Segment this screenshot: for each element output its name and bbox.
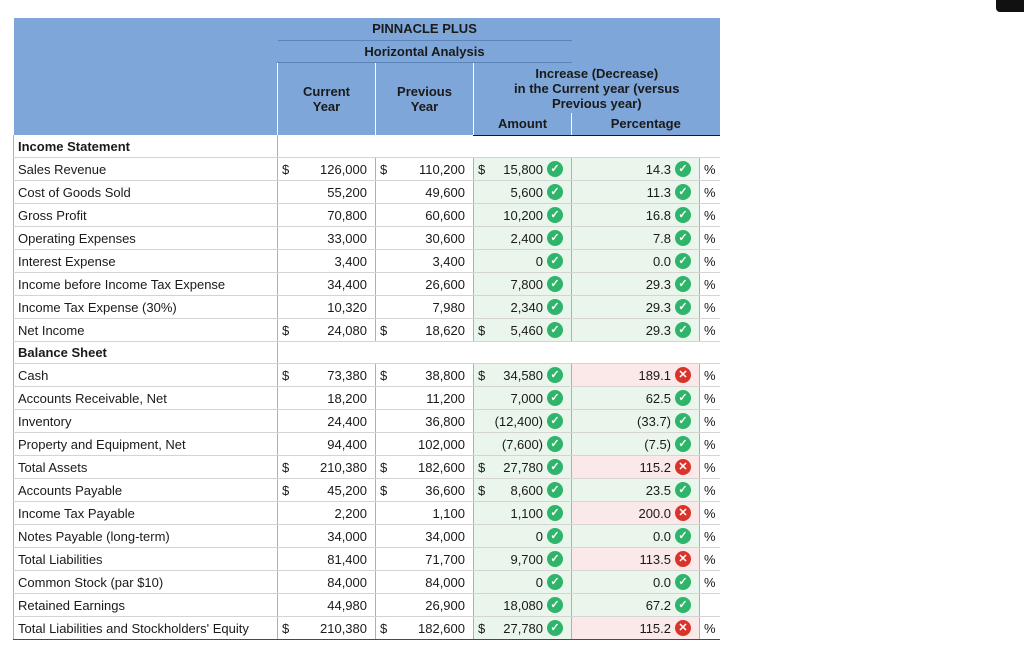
percent-sign: % [700,204,720,227]
amount-dollar-sign [474,410,492,433]
percent-sign: % [700,158,720,181]
percentage-input[interactable] [572,296,700,319]
percent-sign: % [700,479,720,502]
table-row [14,204,720,227]
percentage-input[interactable] [572,364,700,387]
current-dollar-sign [278,571,296,594]
check-icon: ✓ [547,322,563,338]
amount-input[interactable] [492,410,572,433]
table-row [14,594,720,617]
amount-value[interactable]: 18,080 [503,597,544,613]
check-icon: ✓ [547,230,563,246]
section-filler [278,342,720,364]
amount-dollar-sign [474,227,492,250]
amount-value[interactable]: 1,100 [510,505,544,521]
amount-input[interactable] [492,181,572,204]
section-heading: Income Statement [14,135,278,157]
current-year-value: 126,000 [296,158,376,181]
amount-value[interactable]: (7,600) [501,436,544,452]
check-icon: ✓ [547,276,563,292]
current-year-value: 34,400 [296,273,376,296]
percentage-value[interactable]: 23.5 [645,482,672,498]
current-dollar-sign: $ [278,617,296,640]
amount-dollar-sign: $ [474,364,492,387]
check-icon: ✓ [547,299,563,315]
x-icon: ✕ [675,505,691,521]
x-icon: ✕ [675,367,691,383]
current-year-value: 3,400 [296,250,376,273]
percentage-value[interactable]: 67.2 [645,597,672,613]
amount-value[interactable]: 15,800 [503,161,544,177]
row-label: Operating Expenses [14,227,278,250]
amount-dollar-sign [474,433,492,456]
amount-input[interactable] [492,250,572,273]
row-label: Notes Payable (long-term) [14,525,278,548]
row-label: Income Tax Expense (30%) [14,296,278,319]
percentage-input[interactable] [572,548,700,571]
current-dollar-sign [278,296,296,319]
percentage-input[interactable] [572,250,700,273]
amount-value[interactable]: 5,600 [510,184,544,200]
amount-dollar-sign [474,594,492,617]
amount-value[interactable]: 34,580 [503,367,544,383]
percentage-value[interactable]: 14.3 [645,161,672,177]
check-icon: ✓ [547,367,563,383]
previous-dollar-sign [376,204,394,227]
previous-year-value: 84,000 [394,571,474,594]
amount-input[interactable] [492,227,572,250]
percentage-input[interactable] [572,204,700,227]
row-label: Accounts Receivable, Net [14,387,278,410]
amount-value[interactable]: 27,780 [503,620,544,636]
percentage-input[interactable] [572,456,700,479]
percentage-input[interactable] [572,158,700,181]
row-label: Total Liabilities and Stockholders' Equity [14,617,278,640]
current-dollar-sign [278,250,296,273]
current-year-value: 18,200 [296,387,376,410]
amount-value[interactable]: 7,000 [510,390,544,406]
amount-value[interactable]: 0 [535,253,544,269]
percent-sign: % [700,387,720,410]
previous-dollar-sign [376,502,394,525]
check-icon: ✓ [547,505,563,521]
amount-dollar-sign [474,525,492,548]
check-icon: ✓ [675,574,691,590]
previous-year-value: 60,600 [394,204,474,227]
row-label: Cash [14,364,278,387]
check-icon: ✓ [547,482,563,498]
percentage-value[interactable]: 29.3 [645,299,672,315]
amount-input[interactable] [492,158,572,181]
current-dollar-sign [278,181,296,204]
amount-input[interactable] [492,456,572,479]
percentage-value[interactable]: 189.1 [638,367,672,383]
amount-dollar-sign [474,548,492,571]
row-label: Retained Earnings [14,594,278,617]
current-dollar-sign [278,594,296,617]
amount-input[interactable] [492,364,572,387]
row-label: Gross Profit [14,204,278,227]
row-label: Income Tax Payable [14,502,278,525]
previous-dollar-sign: $ [376,456,394,479]
previous-dollar-sign: $ [376,158,394,181]
previous-year-value: 49,600 [394,181,474,204]
previous-dollar-sign: $ [376,479,394,502]
check-icon: ✓ [675,482,691,498]
table-row [14,525,720,548]
amount-dollar-sign: $ [474,617,492,640]
current-year-value: 10,320 [296,296,376,319]
check-icon: ✓ [547,390,563,406]
table-row [14,364,720,387]
row-label: Accounts Payable [14,479,278,502]
percentage-input[interactable] [572,387,700,410]
row-label: Total Assets [14,456,278,479]
previous-dollar-sign [376,410,394,433]
check-icon: ✓ [675,184,691,200]
current-dollar-sign [278,502,296,525]
amount-value[interactable]: (12,400) [494,413,544,429]
current-year-value: 210,380 [296,456,376,479]
current-year-value: 73,380 [296,364,376,387]
check-icon: ✓ [547,528,563,544]
percentage-input[interactable] [572,181,700,204]
percent-sign: % [700,227,720,250]
percent-sign: % [700,364,720,387]
percent-sign: % [700,319,720,342]
section-filler [278,135,720,157]
amount-input[interactable] [492,617,572,640]
amount-dollar-sign [474,296,492,319]
amount-input[interactable] [492,594,572,617]
amount-dollar-sign: $ [474,158,492,181]
x-icon: ✕ [675,620,691,636]
amount-input[interactable] [492,387,572,410]
percent-sign: % [700,296,720,319]
check-icon: ✓ [547,459,563,475]
current-year-value: 44,980 [296,594,376,617]
amount-dollar-sign: $ [474,319,492,342]
previous-year-value: 36,600 [394,479,474,502]
amount-input[interactable] [492,479,572,502]
amount-input[interactable] [492,548,572,571]
table-row [14,296,720,319]
table-row [14,387,720,410]
current-year-value: 94,400 [296,433,376,456]
row-label: Interest Expense [14,250,278,273]
check-icon: ✓ [675,253,691,269]
table-row [14,158,720,181]
percent-sign: % [700,571,720,594]
amount-dollar-sign: $ [474,456,492,479]
percentage-input[interactable] [572,479,700,502]
previous-year-value: 3,400 [394,250,474,273]
amount-input[interactable] [492,502,572,525]
percentage-value[interactable]: 0.0 [652,528,672,544]
row-label: Total Liabilities [14,548,278,571]
check-icon: ✓ [547,597,563,613]
check-icon: ✓ [547,436,563,452]
percent-sign: % [700,502,720,525]
amount-dollar-sign [474,204,492,227]
check-icon: ✓ [675,161,691,177]
check-icon: ✓ [675,322,691,338]
amount-input[interactable] [492,204,572,227]
percent-sign: % [700,433,720,456]
previous-dollar-sign [376,571,394,594]
current-year-value: 24,400 [296,410,376,433]
check-icon: ✓ [675,230,691,246]
previous-year-value: 34,000 [394,525,474,548]
current-year-header: Current Year [278,63,376,135]
percentage-value[interactable]: 62.5 [645,390,672,406]
current-year-value: 33,000 [296,227,376,250]
previous-year-value: 30,600 [394,227,474,250]
percentage-value[interactable]: 11.3 [646,184,672,200]
x-icon: ✕ [675,459,691,475]
previous-dollar-sign [376,387,394,410]
table-row [14,181,720,204]
check-icon: ✓ [675,413,691,429]
check-icon: ✓ [547,620,563,636]
amount-header: Amount [474,113,572,135]
row-label: Common Stock (par $10) [14,571,278,594]
amount-input[interactable] [492,319,572,342]
current-dollar-sign [278,433,296,456]
company-title: PINNACLE PLUS [278,18,572,40]
check-icon: ✓ [547,184,563,200]
check-icon: ✓ [547,574,563,590]
amount-input[interactable] [492,296,572,319]
previous-year-value: 182,600 [394,617,474,640]
current-year-value: 210,380 [296,617,376,640]
percentage-value[interactable]: 113.5 [639,551,672,567]
previous-year-value: 7,980 [394,296,474,319]
percentage-input[interactable] [572,319,700,342]
amount-dollar-sign [474,181,492,204]
percentage-input[interactable] [572,227,700,250]
percent-sign: % [700,181,720,204]
amount-value[interactable]: 2,340 [510,299,544,315]
previous-dollar-sign [376,273,394,296]
percentage-input[interactable] [572,273,700,296]
current-year-value: 84,000 [296,571,376,594]
amount-dollar-sign: $ [474,479,492,502]
amount-input[interactable] [492,433,572,456]
amount-value[interactable]: 0 [535,574,544,590]
percentage-input[interactable] [572,571,700,594]
amount-input[interactable] [492,273,572,296]
previous-year-value: 102,000 [394,433,474,456]
previous-year-value: 18,620 [394,319,474,342]
current-year-value: 24,080 [296,319,376,342]
increase-header: Increase (Decrease) in the Current year (versus Previous year) [474,63,720,113]
current-dollar-sign: $ [278,158,296,181]
current-dollar-sign: $ [278,456,296,479]
percent-sign: % [700,273,720,296]
current-dollar-sign [278,548,296,571]
percentage-value[interactable]: 0.0 [652,574,672,590]
percentage-input[interactable] [572,433,700,456]
row-label: Cost of Goods Sold [14,181,278,204]
percentage-header: Percentage [572,113,720,135]
horizontal-analysis-table [13,18,720,640]
amount-dollar-sign [474,571,492,594]
section-heading: Balance Sheet [14,342,278,364]
table-row [14,273,720,296]
current-year-value: 45,200 [296,479,376,502]
previous-year-value: 26,600 [394,273,474,296]
current-dollar-sign [278,410,296,433]
table-row [14,433,720,456]
check-icon: ✓ [675,436,691,452]
amount-value[interactable]: 5,460 [510,322,544,338]
percent-sign: % [700,250,720,273]
current-year-value: 34,000 [296,525,376,548]
amount-value[interactable]: 2,400 [510,230,544,246]
x-icon: ✕ [675,551,691,567]
previous-dollar-sign: $ [376,617,394,640]
amount-dollar-sign [474,387,492,410]
check-icon: ✓ [675,597,691,613]
current-dollar-sign [278,273,296,296]
amount-value[interactable]: 7,800 [510,276,544,292]
amount-value[interactable]: 8,600 [510,482,544,498]
previous-year-value: 38,800 [394,364,474,387]
percentage-input[interactable] [572,502,700,525]
percent-sign [700,594,720,617]
table-row [14,319,720,342]
current-year-value: 70,800 [296,204,376,227]
previous-year-value: 1,100 [394,502,474,525]
check-icon: ✓ [675,390,691,406]
table-row [14,502,720,525]
section-row [14,135,720,157]
previous-dollar-sign [376,433,394,456]
percent-sign: % [700,548,720,571]
section-row [14,342,720,364]
previous-year-value: 36,800 [394,410,474,433]
table-row [14,410,720,433]
row-label: Property and Equipment, Net [14,433,278,456]
previous-year-value: 11,200 [394,387,474,410]
amount-value[interactable]: 27,780 [503,459,544,475]
previous-year-value: 26,900 [394,594,474,617]
check-icon: ✓ [675,276,691,292]
percent-sign: % [700,617,720,640]
table-row [14,479,720,502]
current-dollar-sign [278,387,296,410]
percentage-value[interactable]: 0.0 [652,253,672,269]
current-year-value: 55,200 [296,181,376,204]
check-icon: ✓ [547,413,563,429]
previous-dollar-sign [376,227,394,250]
check-icon: ✓ [547,551,563,567]
current-dollar-sign: $ [278,319,296,342]
row-label: Sales Revenue [14,158,278,181]
previous-dollar-sign [376,594,394,617]
row-label: Income before Income Tax Expense [14,273,278,296]
scrollbar-corner [996,0,1024,12]
percentage-value[interactable]: 115.2 [639,459,672,475]
previous-year-value: 182,600 [394,456,474,479]
percentage-value[interactable]: 7.8 [652,230,672,246]
percentage-value[interactable]: (7.5) [644,436,672,452]
current-dollar-sign: $ [278,479,296,502]
report-subtitle: Horizontal Analysis [278,40,572,62]
table-row [14,456,720,479]
amount-value[interactable]: 0 [535,528,544,544]
current-dollar-sign: $ [278,364,296,387]
previous-dollar-sign: $ [376,364,394,387]
amount-dollar-sign [474,273,492,296]
previous-dollar-sign [376,548,394,571]
current-year-value: 2,200 [296,502,376,525]
row-label: Net Income [14,319,278,342]
check-icon: ✓ [547,207,563,223]
table-row [14,250,720,273]
amount-input[interactable] [492,571,572,594]
table-row [14,617,720,640]
previous-dollar-sign [376,250,394,273]
check-icon: ✓ [675,528,691,544]
percentage-input[interactable] [572,410,700,433]
percent-sign: % [700,410,720,433]
previous-dollar-sign [376,181,394,204]
current-year-value: 81,400 [296,548,376,571]
percentage-value[interactable]: 16.8 [645,207,672,223]
check-icon: ✓ [675,299,691,315]
previous-year-value: 71,700 [394,548,474,571]
check-icon: ✓ [547,161,563,177]
amount-value[interactable]: 10,200 [503,207,544,223]
previous-year-value: 110,200 [394,158,474,181]
table-row [14,227,720,250]
previous-dollar-sign: $ [376,319,394,342]
percentage-input[interactable] [572,594,700,617]
table-row [14,571,720,594]
row-label: Inventory [14,410,278,433]
amount-dollar-sign [474,250,492,273]
previous-dollar-sign [376,296,394,319]
percentage-input[interactable] [572,525,700,548]
amount-input[interactable] [492,525,572,548]
amount-dollar-sign [474,502,492,525]
previous-dollar-sign [376,525,394,548]
table-row [14,548,720,571]
percent-sign: % [700,456,720,479]
amount-value[interactable]: 9,700 [510,551,544,567]
percentage-value[interactable]: 115.2 [639,620,672,636]
current-dollar-sign [278,227,296,250]
current-dollar-sign [278,525,296,548]
current-dollar-sign [278,204,296,227]
percentage-value[interactable]: (33.7) [637,413,672,429]
check-icon: ✓ [675,207,691,223]
percentage-value[interactable]: 200.0 [638,505,672,521]
check-icon: ✓ [547,253,563,269]
percentage-value[interactable]: 29.3 [645,322,672,338]
percent-sign: % [700,525,720,548]
previous-year-header: Previous Year [376,63,474,135]
percentage-input[interactable] [572,617,700,640]
percentage-value[interactable]: 29.3 [645,276,672,292]
